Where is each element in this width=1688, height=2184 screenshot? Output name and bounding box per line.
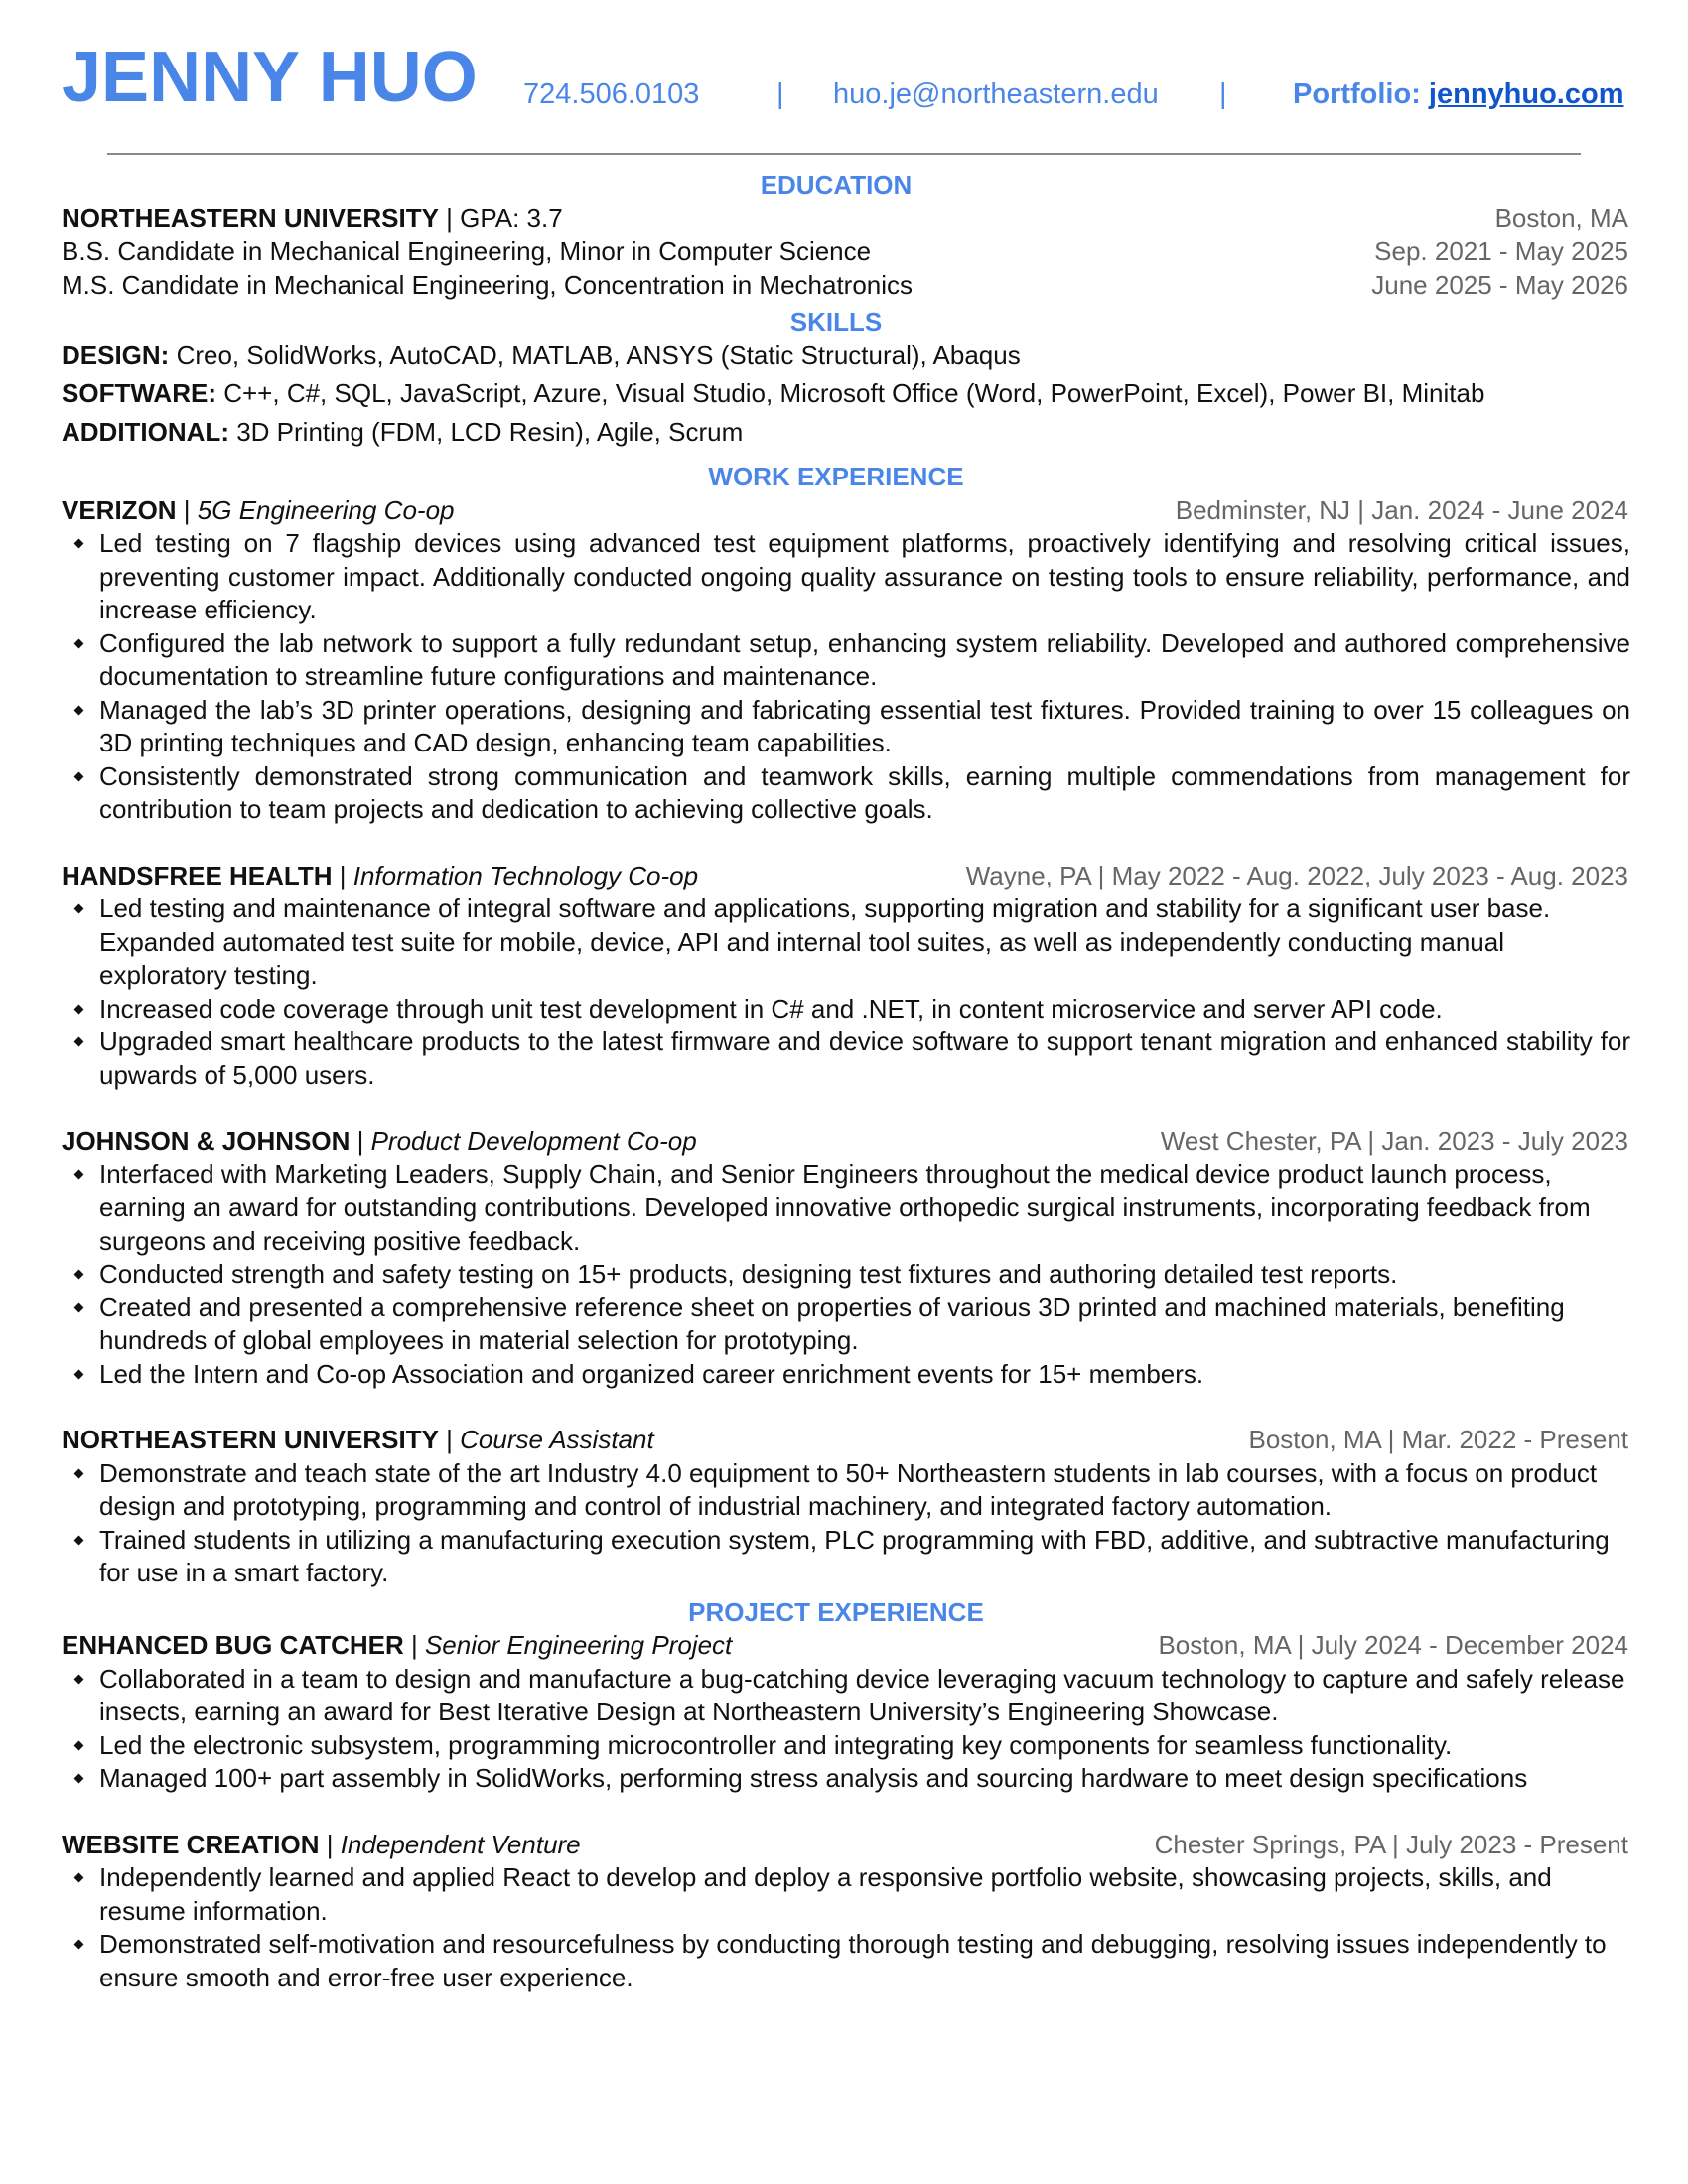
school-name: NORTHEASTERN UNIVERSITY — [62, 203, 439, 233]
portfolio — [1293, 77, 1624, 112]
bullet-item: Increased code coverage through unit test development in C# and .NET, in content microservice and server API code. — [99, 993, 1630, 1026]
job-bullets — [62, 527, 1630, 827]
bullet-item: Upgraded smart healthcare products to the latest firmware and device software to support tenant migration and enhanced stability for upwards of 5,000 users. — [99, 1025, 1630, 1092]
job-bullets — [62, 892, 1630, 1092]
degree-row — [62, 235, 1630, 269]
bullet-item: Led testing and maintenance of integral software and applications, supporting migration and stability for a significant user base. Expanded automated test suite for mobile, device, API and internal tool suites, as well as independently conducting manual exploratory testing. — [99, 892, 1630, 993]
school-gpa: | GPA: 3.7 — [438, 203, 563, 233]
job-entry-verizon — [62, 494, 1630, 827]
section-title-work: WORK EXPERIENCE — [708, 462, 964, 491]
skill-label: SOFTWARE: — [62, 378, 216, 408]
resume-header — [62, 36, 1630, 125]
job-role: Product Development Co-op — [370, 1126, 697, 1156]
bullet-item: Managed the lab’s 3D printer operations, designing and fabricating essential test fixtures. Provided training to over 15 colleagues on 3D printing techniques and CAD design, enhancing team capabilities. — [99, 694, 1630, 760]
education-school — [62, 203, 563, 236]
bullet-item: Conducted strength and safety testing on 15+ products, designing test fixtures and authoring detailed test reports. — [99, 1258, 1630, 1292]
job-meta: West Chester, PA | Jan. 2023 - July 2023 — [1160, 1126, 1628, 1156]
section-title-education: EDUCATION — [760, 170, 913, 200]
project-name: WEBSITE CREATION — [62, 1829, 320, 1859]
skill-value: Creo, SolidWorks, AutoCAD, MATLAB, ANSYS (Static Structural), Abaqus — [169, 340, 1021, 370]
project-bullets — [62, 1663, 1630, 1796]
project-entry-enhanced-bug-catcher — [62, 1629, 1630, 1796]
job-heading — [62, 494, 1630, 528]
job-meta: Wayne, PA | May 2022 - Aug. 2022, July 2023 - Aug. 2023 — [965, 860, 1628, 890]
project-title-line: ENHANCED BUG CATCHER | Senior Engineering Project — [62, 1630, 733, 1660]
job-title-line: HANDSFREE HEALTH | Information Technology Co-op — [62, 860, 699, 890]
candidate-name: JENNY HUO — [62, 38, 478, 117]
project-heading — [62, 1829, 1630, 1862]
project-meta: Chester Springs, PA | July 2023 - Present — [1154, 1829, 1628, 1859]
education-school-row — [62, 203, 1630, 236]
job-role: Information Technology Co-op — [352, 860, 699, 890]
contact-separator: | — [776, 78, 784, 110]
job-entry-handsfree-health — [62, 860, 1630, 1093]
job-heading — [62, 1424, 1630, 1457]
skill-value: 3D Printing (FDM, LCD Resin), Agile, Scrum — [228, 416, 744, 447]
bullet-item: Managed 100+ part assembly in SolidWorks, performing stress analysis and sourcing hardware to meet design specifications — [99, 1762, 1630, 1796]
project-title-line: WEBSITE CREATION | Independent Venture — [62, 1829, 581, 1859]
skill-label: ADDITIONAL: — [62, 416, 229, 447]
job-title-line: JOHNSON & JOHNSON | Product Development Co-op — [62, 1126, 697, 1156]
skill-line — [62, 340, 1630, 373]
contact-separator: | — [1219, 78, 1227, 110]
project-heading — [62, 1629, 1630, 1663]
bullet-item: Demonstrated self-motivation and resourcefulness by conducting thorough testing and debugging, resolving issues independently to ensure smooth and error-free user experience. — [99, 1928, 1630, 1994]
bullet-item: Consistently demonstrated strong communication and teamwork skills, earning multiple commendations from management for contribution to team projects and dedication to achieving collective goals. — [99, 760, 1630, 827]
project-role: Independent Venture — [340, 1829, 581, 1859]
skill-line — [62, 416, 1630, 450]
bullet-item: Trained students in utilizing a manufacturing execution system, PLC programming with FBD, additive, and subtractive manufacturing for use in a smart factory. — [99, 1524, 1630, 1590]
job-role: 5G Engineering Co-op — [197, 494, 455, 525]
job-entry-northeastern-university — [62, 1424, 1630, 1590]
section-title-skills: SKILLS — [789, 307, 883, 337]
degree-row — [62, 269, 1630, 303]
bullet-item: Demonstrate and teach state of the art Industry 4.0 equipment to 50+ Northeastern students in lab courses, with a focus on product design and prototyping, programming and control of industrial machinery, and integrated factory automation. — [99, 1457, 1630, 1524]
degree-text: M.S. Candidate in Mechanical Engineering, Concentration in Mechatronics — [62, 269, 914, 300]
project-name: ENHANCED BUG CATCHER — [62, 1630, 404, 1660]
job-bullets — [62, 1159, 1630, 1392]
phone-number: 724.506.0103 — [523, 78, 700, 110]
bullet-item: Independently learned and applied React to develop and deploy a responsive portfolio website, showcasing projects, skills, and resume information. — [99, 1861, 1630, 1928]
company-name: NORTHEASTERN UNIVERSITY — [62, 1425, 439, 1454]
education-location: Boston, MA — [1494, 203, 1628, 233]
degree-dates: Sep. 2021 - May 2025 — [1374, 236, 1628, 266]
company-name: JOHNSON & JOHNSON — [62, 1126, 351, 1156]
project-entry-website-creation — [62, 1829, 1630, 1995]
project-bullets — [62, 1861, 1630, 1994]
degree-text: B.S. Candidate in Mechanical Engineering, Minor in Computer Science — [62, 236, 872, 266]
bullet-item: Led the electronic subsystem, programming microcontroller and integrating key components for seamless functionality. — [99, 1729, 1630, 1763]
job-heading — [62, 860, 1630, 893]
bullet-item: Led testing on 7 flagship devices using advanced test equipment platforms, proactively identifying and resolving critical issues, preventing customer impact. Additionally conducted ongoing quality assurance on testing tools to ensure reliability, performance, and increase efficiency. — [99, 527, 1630, 627]
skill-label: DESIGN: — [62, 340, 170, 370]
job-title-line: VERIZON | 5G Engineering Co-op — [62, 494, 455, 525]
email-address: huo.je@northeastern.edu — [833, 78, 1159, 110]
bullet-item: Interfaced with Marketing Leaders, Supply Chain, and Senior Engineers throughout the medical device product launch process, earning an award for outstanding contributions. Developed innovative orthopedic surgical instruments, incorporating feedback from surgeons and receiving positive feedback. — [99, 1159, 1630, 1259]
skill-line — [62, 377, 1630, 411]
job-entry-johnson-and-johnson — [62, 1125, 1630, 1391]
skill-value: C++, C#, SQL, JavaScript, Azure, Visual Studio, Microsoft Office (Word, PowerPoint, Excel), Power BI, Minitab — [216, 378, 1485, 408]
degree-dates: June 2025 - May 2026 — [1371, 269, 1628, 300]
section-title-projects: PROJECT EXPERIENCE — [688, 1596, 984, 1627]
job-title-line: NORTHEASTERN UNIVERSITY | Course Assistant — [62, 1425, 654, 1454]
header-divider — [107, 153, 1581, 155]
project-meta: Boston, MA | July 2024 - December 2024 — [1158, 1630, 1628, 1660]
resume-body — [62, 165, 1630, 1994]
job-bullets — [62, 1457, 1630, 1590]
portfolio-link[interactable]: jennyhuo.com — [1428, 78, 1624, 110]
bullet-item: Led the Intern and Co-op Association and organized career enrichment events for 15+ members. — [99, 1358, 1630, 1392]
job-meta: Bedminster, NJ | Jan. 2024 - June 2024 — [1175, 494, 1628, 525]
company-name: HANDSFREE HEALTH — [62, 860, 333, 890]
bullet-item: Created and presented a comprehensive reference sheet on properties of various 3D printed and machined materials, benefiting hundreds of global employees in material selection for prototyping. — [99, 1292, 1630, 1358]
portfolio-label: Portfolio: — [1293, 78, 1421, 110]
job-meta: Boston, MA | Mar. 2022 - Present — [1248, 1425, 1628, 1454]
job-role: Course Assistant — [460, 1425, 654, 1454]
project-role: Senior Engineering Project — [424, 1630, 733, 1660]
bullet-item: Collaborated in a team to design and manufacture a bug-catching device leveraging vacuum technology to capture and safely release insects, earning an award for Best Iterative Design at Northeastern University’s Engineering Showcase. — [99, 1663, 1630, 1729]
bullet-item: Configured the lab network to support a fully redundant setup, enhancing system reliability. Developed and authored comprehensive documentation to streamline future configurations and maintenance. — [99, 627, 1630, 694]
job-heading — [62, 1125, 1630, 1159]
company-name: VERIZON — [62, 494, 177, 525]
